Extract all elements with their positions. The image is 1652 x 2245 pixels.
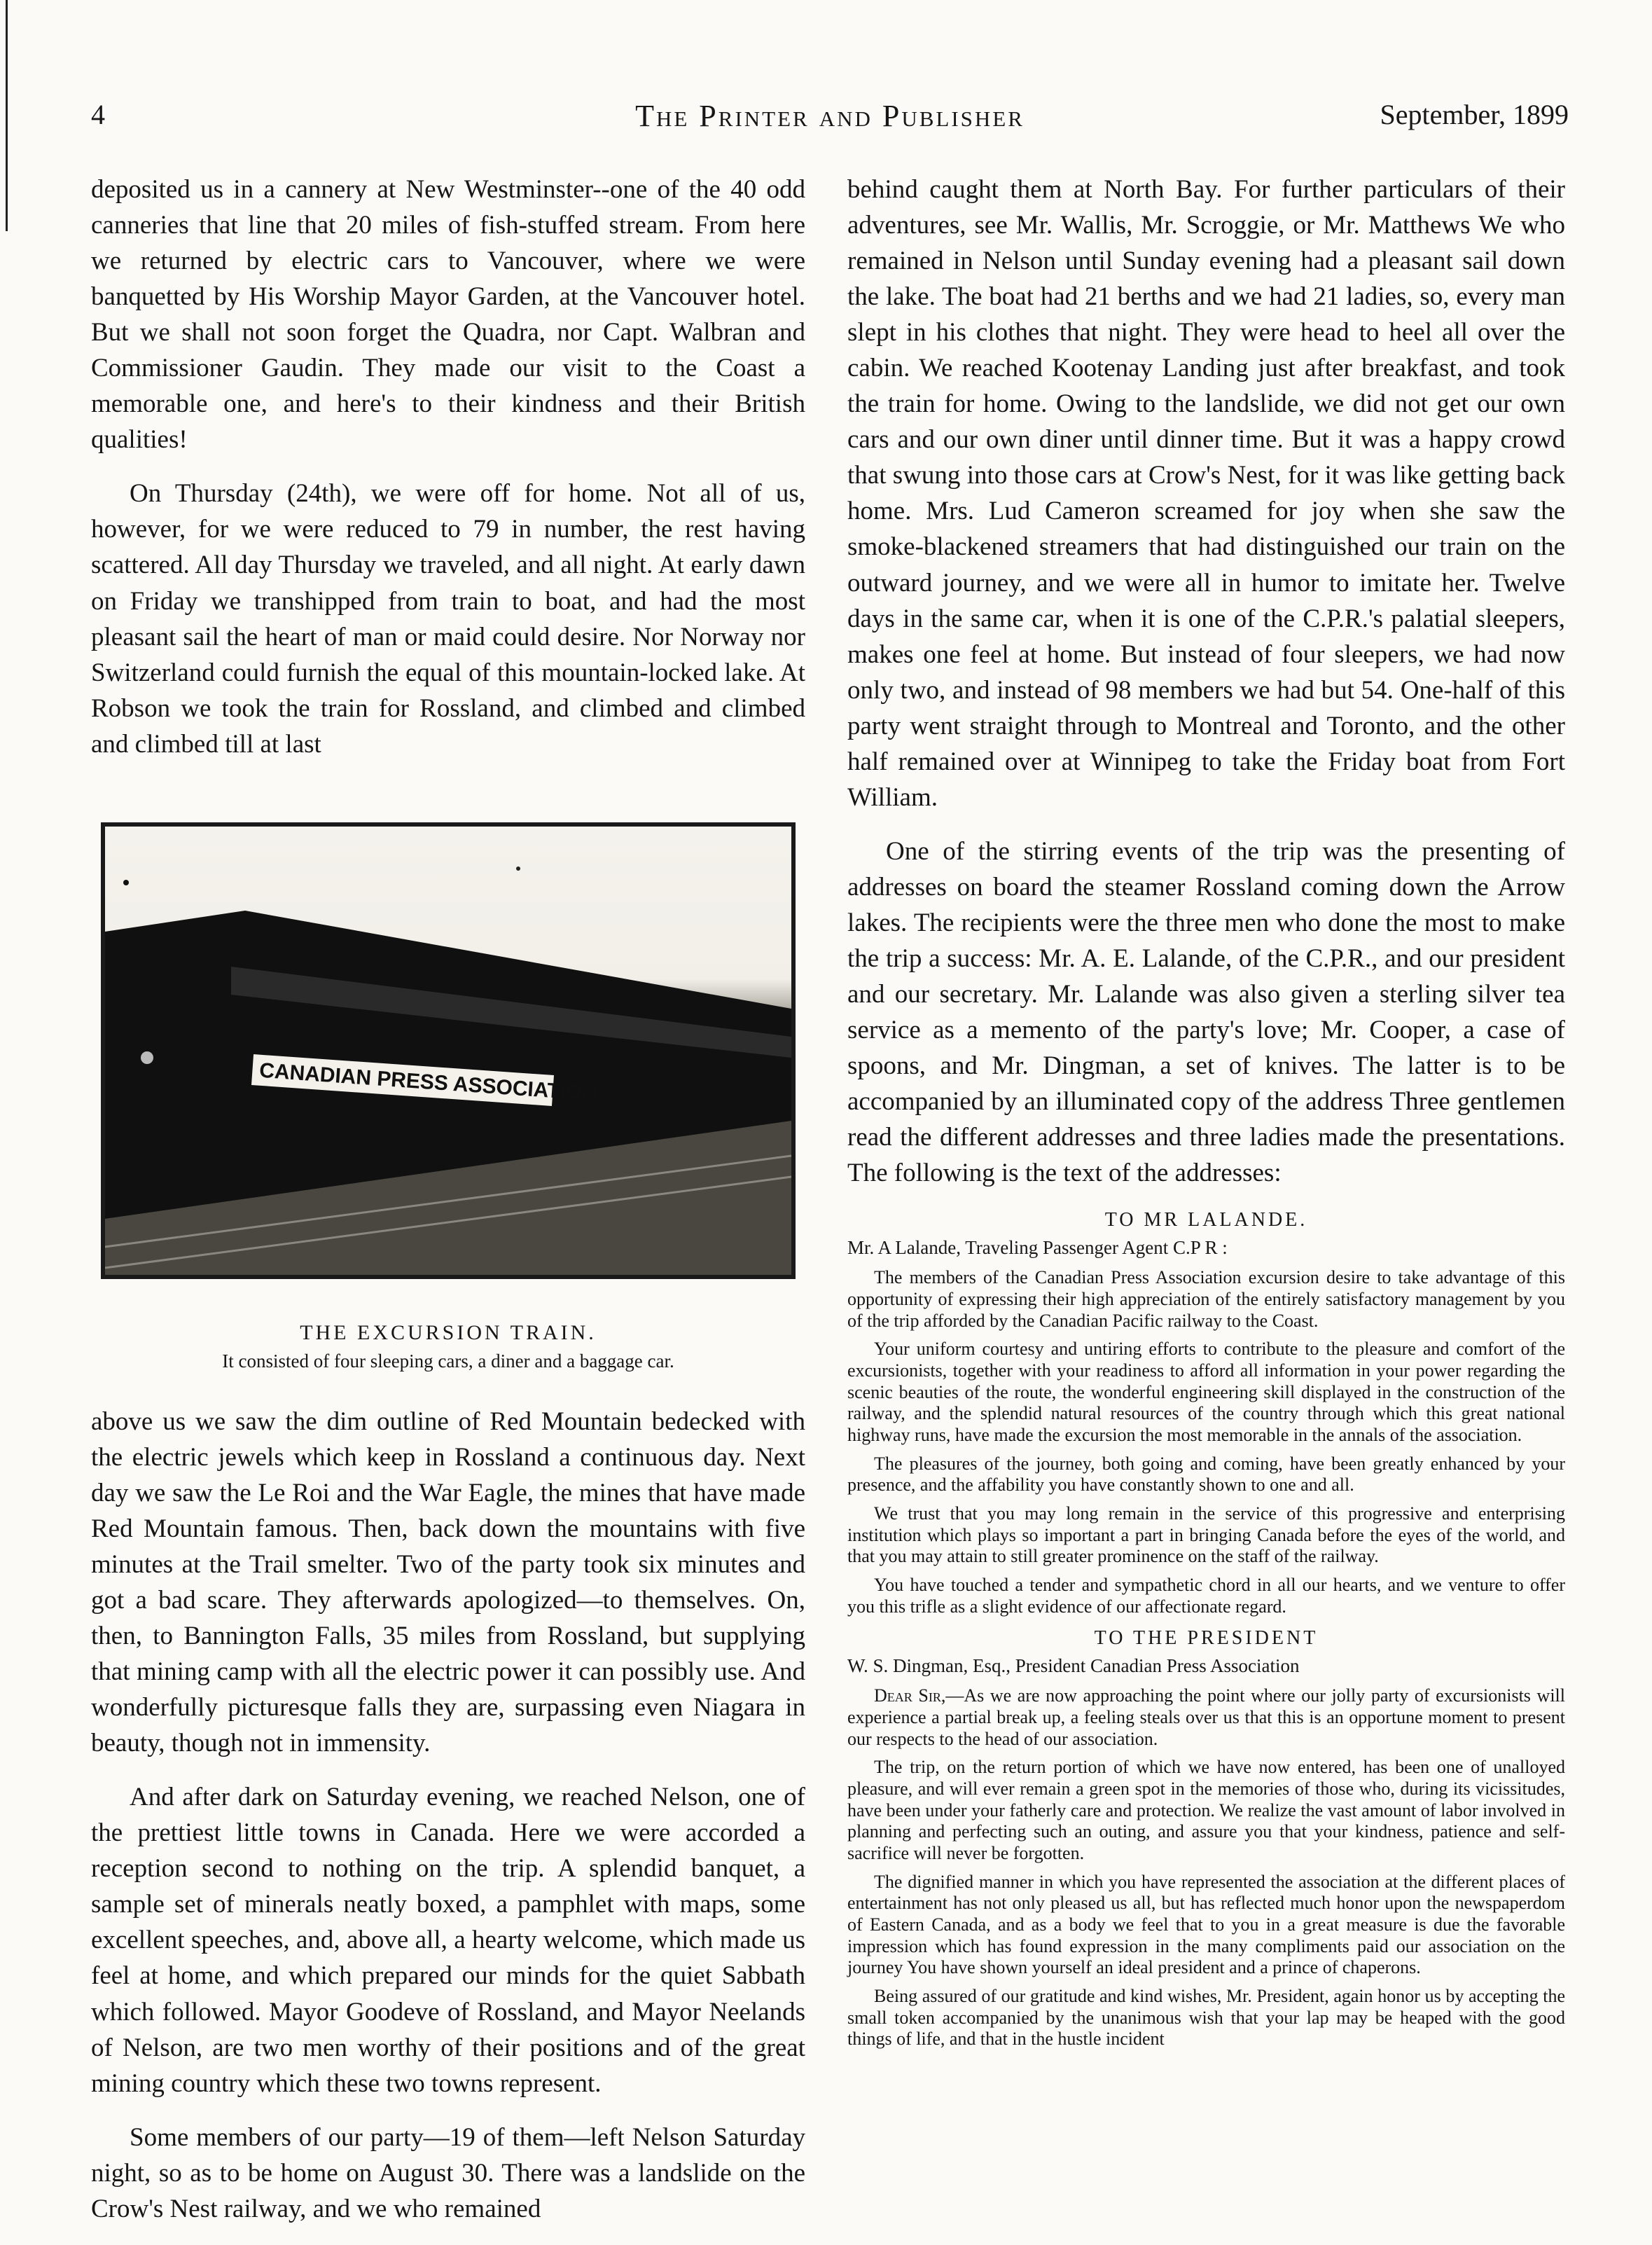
address-heading: TO MR LALANDE. xyxy=(1104,1209,1308,1231)
salutation: Dear Sir, xyxy=(874,1685,946,1706)
address-paragraph: The members of the Canadian Press Association excursion desire to take advantage of this opportunity of expressing their high appreciation of the entirely satisfactory management by you of the trip afforded by the Canadian Pacific railway to the Coast. xyxy=(847,1267,1565,1331)
address-text: —As we are now approaching the point where our jolly party of excursionists will experience a partial break up, a feeling steals over us that this is an opportune moment to present our respects to the head of our association. xyxy=(847,1685,1565,1749)
paragraph: And after dark on Saturday evening, we reached Nelson, one of the prettiest little towns in Canada. Here we were accorded a reception second to nothing on the trip. A splendid banquet, a sample set of minerals neatly boxed, a pamphlet with maps, some excellent speeches, and, above all, a hearty welcome, which made us feel at home, and which prepared our minds for the quiet Sabbath which followed. Mayor Goodeve of Rossland, and Mayor Neelands of Nelson, are two men worthy of their positions and of the great mining country which these two towns represent. xyxy=(91,1783,805,2098)
photo-banner-text: CANADIAN PRESS ASSOCIATION xyxy=(258,1058,598,1106)
address-paragraph: We trust that you may long remain in the service of this progressive and enterprising institution which plays so important a part in bringing Canada before the eyes of the world, and that you may attain to still greater prominence on the staff of the railway. xyxy=(847,1503,1565,1567)
publication-title: The Printer and Publisher xyxy=(635,99,1025,133)
paragraph: On Thursday (24th), we were off for home. Not all of us, however, for we were reduced to 79 in number, the rest having scattered. All day Thursday we traveled, and all night. At early dawn on Friday we transhipped from train to boat, and had the most pleasant sail the heart of man or maid could desire. Nor Norway nor Switzerland could furnish the equal of this mountain-locked lake. At Robson we took the train for Rossland, and climbed and climbed and climbed till at last xyxy=(91,479,805,759)
paragraph: behind caught them at North Bay. For further particulars of their adventures, see Mr. Wallis, Mr. Scroggie, or Mr. Matthews We who remained in Nelson until Sunday evening had a pleasant sail down the lake. The boat had 21 berths and we had 21 ladies, so, every man slept in his clothes that night. They were head to heel all over the cabin. We reached Kootenay Landing just after breakfast, and took the train for home. Owing to the landslide, we did not get our own cars and our own diner until dinner time. But it was a happy crowd that swung into those cars at Crow's Nest, for it was like getting back home. Mrs. Lud Cameron screamed for joy when she saw the smoke-blackened streamers that had distinguished our train on the outward journey, and we were all in humor to imitate her. Twelve days in the same car, when it is one of the C.P.R.'s palatial sleepers, makes one feel at home. But instead of four sleepers, we had now only two, and instead of 98 members we had but 54. One-half of this party went straight through to Montreal and Toronto, and the other half remained over at Winnipeg to take the Friday boat from Fort William. xyxy=(847,175,1565,812)
right-column xyxy=(847,172,1565,2057)
issue-date: September, 1899 xyxy=(1380,99,1569,130)
train-illustration xyxy=(105,827,791,1275)
paragraph: deposited us in a cannery at New Westminster--one of the 40 odd canneries that line that 20 miles of fish-stuffed stream. From here we returned by electric cars to Vancouver, where we were banquetted by His Worship Mayor Garden, at the Vancouver hotel. But we shall not soon forget the Quadra, nor Capt. Walbran and Commissioner Gaudin. They made our visit to the Coast a memorable one, and here's to their kindness and their British qualities! xyxy=(91,175,805,455)
page-edge-rule xyxy=(6,0,8,231)
address-paragraph: Being assured of our gratitude and kind wishes, Mr. President, again honor us by accepting the small token accompanied by the unanimous wish that your lap may be heaped with the good things of life, and that in the hustle incident xyxy=(847,1986,1565,2050)
page-number: 4 xyxy=(91,99,105,130)
address-paragraph: Your uniform courtesy and untiring efforts to contribute to the pleasure and comfort of the excursionists, together with your readiness to afford all information in your power regarding the scenic beauties of the route, the wonderful engineering skill displayed in the construction of the railway, and the splendid natural resources of the country through which this great national highway runs, have made the excursion the most memorable in the annals of the association. xyxy=(847,1339,1565,1446)
left-column xyxy=(91,172,805,2245)
address-paragraph: The dignified manner in which you have represented the association at the different places of entertainment has not only pleased us all, but has reflected much honor upon the newspaperdom of Eastern Canada, and as a body we feel that to you in a great measure is due the favorable impression which has found expression in the many compliments paid our association on the journey You have shown yourself an ideal president and a prince of chaperons. xyxy=(847,1871,1565,1978)
photo-caption: It consisted of four sleeping cars, a diner and a baggage car. xyxy=(222,1350,674,1372)
address-recipient: Mr. A Lalande, Traveling Passenger Agent C.P R : xyxy=(847,1237,1228,1259)
page-header xyxy=(91,98,1569,140)
paragraph: above us we saw the dim outline of Red Mountain bedecked with the electric jewels which keep in Rossland a continuous day. Next day we saw the Le Roi and the War Eagle, the mines that have made Red Mountain famous. Then, back down the mountains with five minutes at the Trail smelter. Two of the party took six minutes and got a bad scare. They afterwards apologized—to themselves. On, then, to Bannington Falls, 35 miles from Rossland, but supplying that mining camp with all the electric power it can possibly use. And wonderfully picturesque falls they are, surpassing even Niagara in beauty, though not in immensity. xyxy=(91,1407,805,1758)
photo-caption-title: THE EXCURSION TRAIN. xyxy=(300,1320,597,1344)
excursion-train-photo xyxy=(101,822,796,1279)
address-paragraph: You have touched a tender and sympathetic chord in all our hearts, and we venture to offer you this trifle as a slight evidence of our affectionate regard. xyxy=(847,1575,1565,1617)
address-paragraph: The trip, on the return portion of which we have now entered, has been one of unalloyed pleasure, and will ever remain a green spot in the memories of those who, during its vicissitudes, have been under your fatherly care and protection. We realize the vast amount of labor involved in planning and perfecting such an outing, and assure you that your kindness, patience and self-sacrifice will never be forgotten. xyxy=(847,1757,1565,1864)
paragraph: One of the stirring events of the trip was the presenting of addresses on board the steamer Rossland coming down the Arrow lakes. The recipients were the three men who done the most to make the trip a success: Mr. A. E. Lalande, of the C.P.R., and our president and our secretary. Mr. Lalande was also given a sterling silver tea service as a memento of the party's love; Mr. Cooper, a case of spoons, and Mr. Dingman, a set of knives. The latter is to be accompanied by an illuminated copy of the address Three gentlemen read the different addresses and three ladies made the presentations. The following is the text of the addresses: xyxy=(847,836,1565,1188)
address-heading: TO THE PRESIDENT xyxy=(1094,1627,1319,1650)
address-paragraph xyxy=(847,1685,1565,1750)
paragraph: Some members of our party—19 of them—left Nelson Saturday night, so as to be home on August 30. There was a landslide on the Crow's Nest railway, and we who remained xyxy=(91,2122,805,2223)
address-paragraph: The pleasures of the journey, both going and coming, have been greatly enhanced by your presence, and the affability you have constantly shown to one and all. xyxy=(847,1453,1565,1495)
address-recipient: W. S. Dingman, Esq., President Canadian Press Association xyxy=(847,1655,1300,1677)
